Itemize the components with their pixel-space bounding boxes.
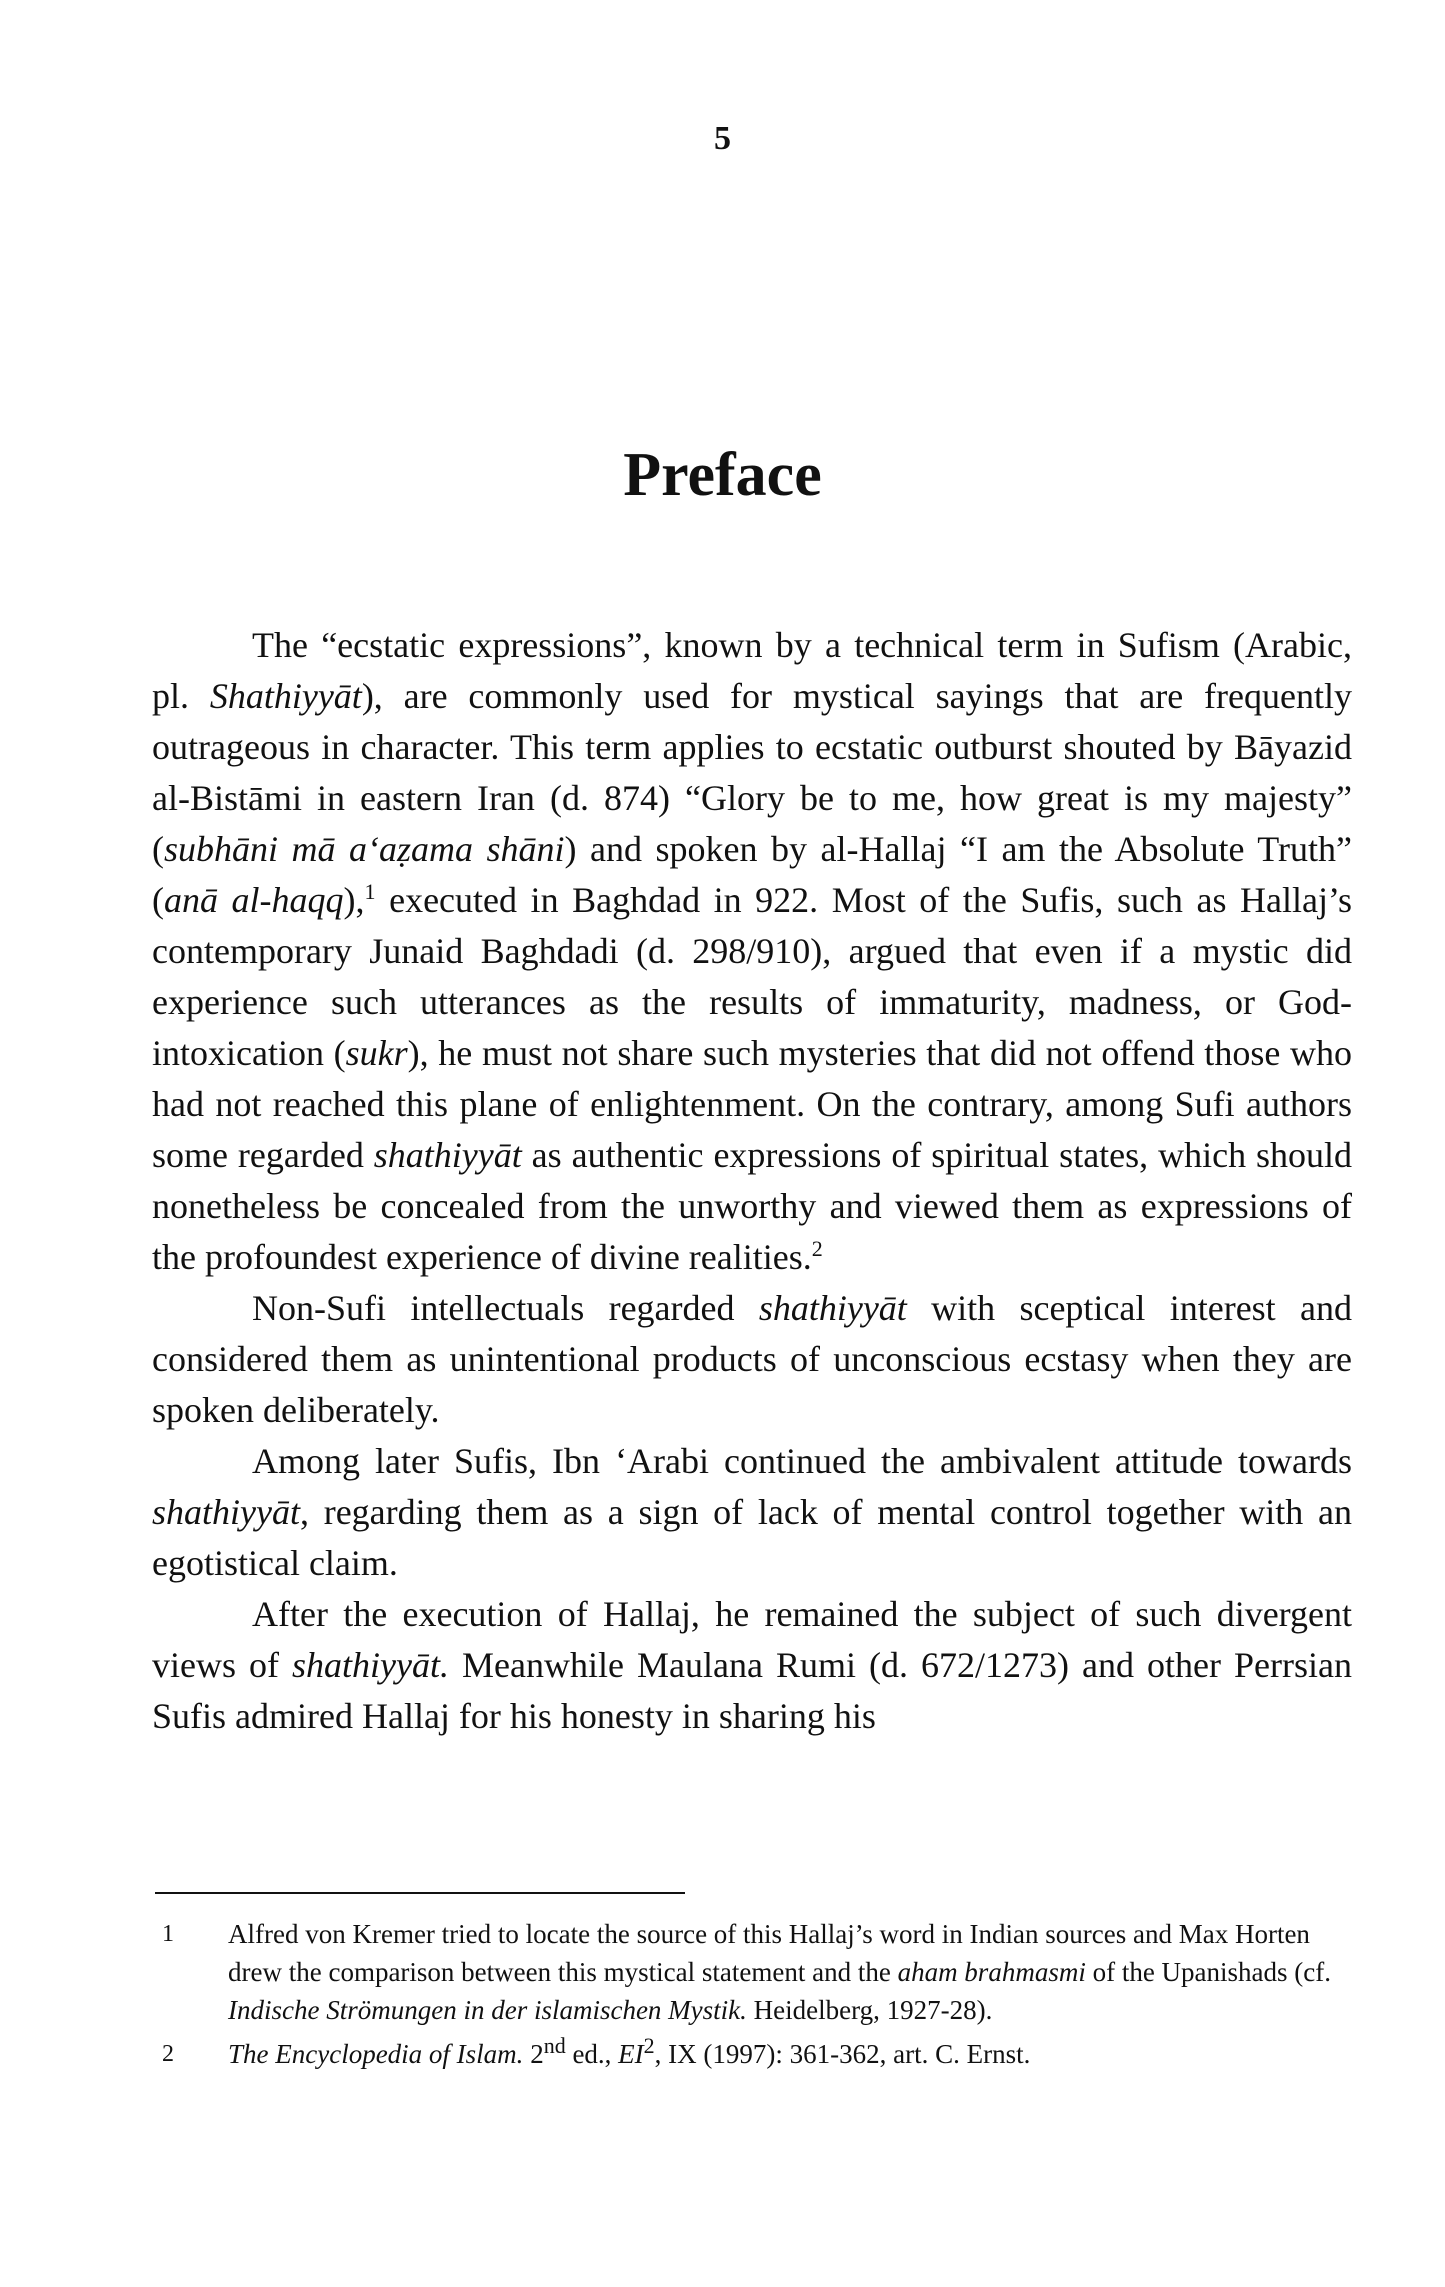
footnote-number: 1 (162, 1921, 174, 1947)
footnote-divider (155, 1892, 685, 1894)
paragraph-1: The “ecstatic expressions”, known by a technical term in Sufism (Arabic, pl. Shathiyyāt), are commonly used for mystical sayings that are frequently outrageous in character. This term applies to ecstatic outburst shouted by Bāyazid al-Bistāmi in eastern Iran (d. 874) “Glory be to me, how great is my majesty” (subhāni mā a‘aẓama shāni) and spoken by al-Hallaj “I am the Absolute Truth” (anā al-haqq),$^1$ executed in Baghdad in 922. Most of the Sufis, such as Hallaj’s contemporary Junaid Baghdadi (d. 298/910), argued that even if a mystic did experience such utterances as the results of immaturity, madness, or God-intoxication (sukr), he must not share such mysteries that did not offend those who had not reached this plane of enlightenment. On the contrary, among Sufi authors some regarded shathiyyāt as authentic expressions of spiritual states, which should nonetheless be concealed from the unworthy and viewed them as expressions of the profoundest experience of divine realities.$^2$ (152, 625, 1352, 1277)
paragraph-3: Among later Sufis, Ibn ‘Arabi continued the ambivalent attitude towards shathiyyāt, regarding them as a sign of lack of mental control together with an egotistical claim. (152, 1441, 1352, 1583)
paragraph-2: Non-Sufi intellectuals regarded shathiyyāt with sceptical interest and considered them as unintentional products of unconscious ecstasy when they are spoken deliberately. (152, 1288, 1352, 1430)
page-number: 5 (714, 120, 731, 157)
footnote-2: 2 The Encyclopedia of Islam. 2nd ed., $EI^2$, IX (1997): 361-362, art. C. Ernst. (152, 2035, 1352, 2073)
footnote-number: 2 (162, 2041, 174, 2067)
paragraph-4: After the execution of Hallaj, he remained the subject of such divergent views of shathiyyāt. Meanwhile Maulana Rumi (d. 672/1273) and other Perrsian Sufis admired Hallaj for his honesty in sharing his (152, 1594, 1352, 1736)
footnote-ref-1: 1 (364, 879, 376, 904)
footnotes (152, 1915, 1352, 2079)
page-title: Preface (623, 441, 822, 509)
footnote-ref-2: 2 (811, 1236, 823, 1261)
body-text (152, 620, 1352, 1742)
footnote-1: 1 Alfred von Kremer tried to locate the source of this Hallaj’s word in Indian sources and Max Horten drew the comparison between this mystical statement and the aham brahmasmi of the Upanishads (cf. Indische Strömungen in der islamischen Mystik. Heidelberg, 1927-28). (152, 1915, 1352, 2029)
